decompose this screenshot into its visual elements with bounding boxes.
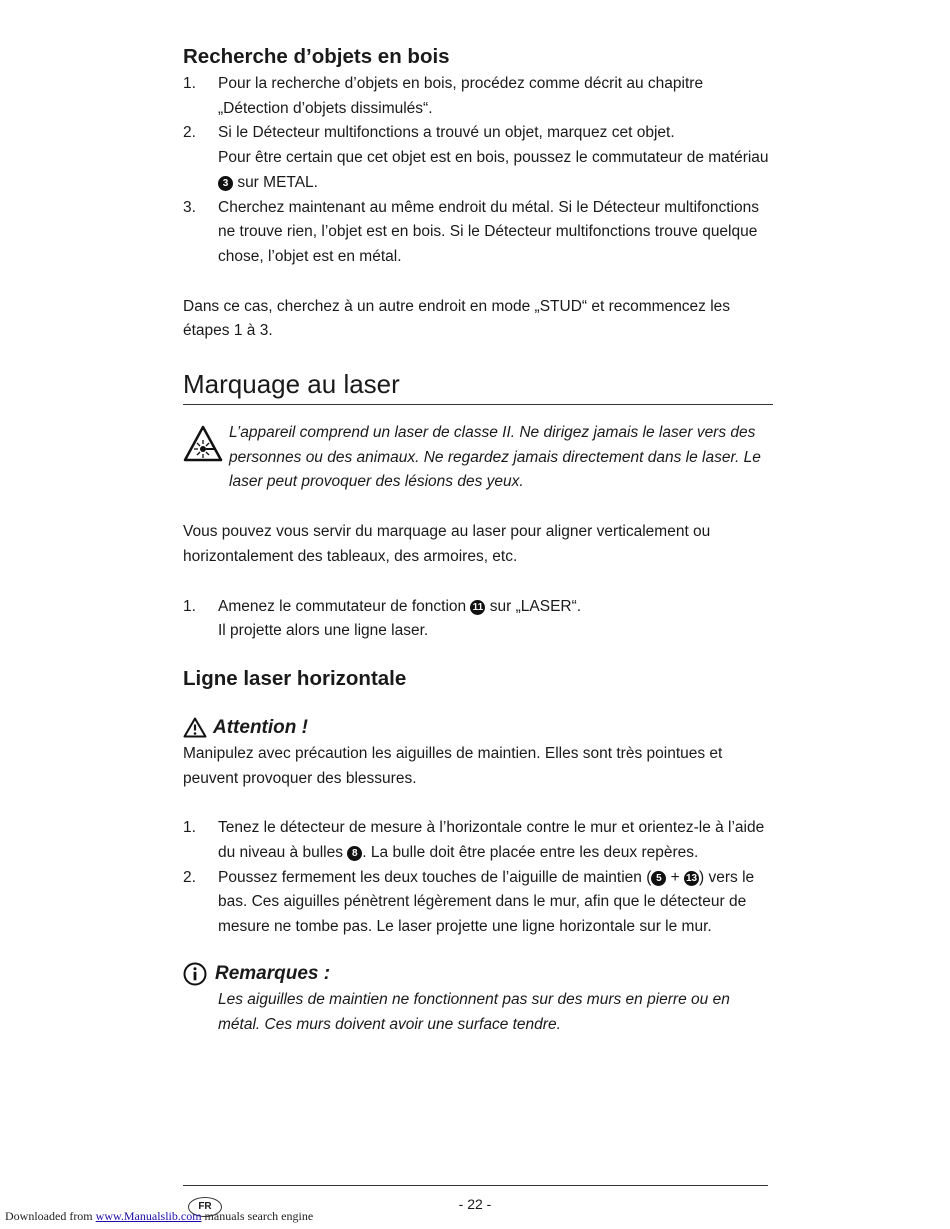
laser-steps — [183, 595, 773, 644]
page-content — [183, 42, 773, 1037]
step-number: 3. — [183, 198, 196, 216]
laser-warning — [183, 421, 773, 495]
step-text: . La bulle doit être placée entre les deux repères. — [362, 844, 699, 862]
list-item — [183, 196, 773, 270]
download-credit — [5, 1209, 313, 1224]
step-text: Cherchez maintenant au même endroit du métal. Si le Détecteur multifonctions ne trouve rien, l’objet est en bois. Si le Détecteur multifonctions trouve quelque chose, l’objet est en métal. — [218, 198, 760, 265]
step-text: sur METAL. — [237, 173, 318, 191]
step-text: ) vers le bas. Ces aiguilles pénètrent légèrement dans le mur, afin que le détecteur de mesure ne tombe pas. Le laser projette une ligne horizontale sur le mur. — [218, 868, 755, 936]
horizontal-steps — [183, 816, 773, 940]
wood-search-heading: Recherche d’objets en bois — [183, 45, 450, 68]
reference-number: 3 — [218, 176, 233, 191]
laser-warning-icon — [183, 425, 223, 463]
wood-search-steps — [183, 72, 773, 270]
reference-number: 8 — [347, 846, 362, 861]
step-text: Amenez le commutateur de fonction — [218, 597, 467, 615]
list-item — [183, 121, 773, 195]
step-text: Si le Détecteur multifonctions a trouvé un objet, marquez cet objet. — [218, 124, 675, 142]
step-number: 2. — [183, 868, 196, 886]
attention-icon — [183, 717, 207, 738]
step-text: Pour la recherche d’objets en bois, procédez comme décrit au chapitre „Détection d’objets dissimulés“. — [218, 75, 704, 117]
step-text: + — [666, 868, 685, 886]
step-number: 2. — [183, 124, 196, 142]
list-item — [183, 595, 773, 644]
list-item — [183, 816, 773, 865]
laser-heading: Marquage au laser — [183, 366, 773, 405]
list-item — [183, 72, 773, 121]
language-badge: FR — [188, 1197, 222, 1217]
info-icon — [183, 962, 207, 986]
remarks-title: Remarques : — [215, 962, 331, 984]
attention-text: Manipulez avec précaution les aiguilles de maintien. Elles sont très pointues et peuvent provoquer des blessures. — [183, 744, 723, 787]
horizontal-heading: Ligne laser horizontale — [183, 666, 407, 690]
page-number: - 22 - — [458, 1196, 492, 1212]
reference-number: 13 — [685, 872, 698, 884]
step-text: Il projette alors une ligne laser. — [218, 622, 429, 640]
reference-number: 11 — [470, 600, 485, 615]
step-text: Poussez fermement les deux touches de l’aiguille de maintien ( — [218, 868, 652, 886]
attention-title: Attention ! — [213, 716, 308, 738]
laser-warning-text: L’appareil comprend un laser de classe II. Ne dirigez jamais le laser vers des personnes ou des animaux. Ne regardez jamais directement dans le laser. Le laser peut provoquer des lésions des yeux. — [229, 424, 761, 491]
wood-note: Dans ce cas, cherchez à un autre endroit en mode „STUD“ et recommencez les étapes 1 à 3. — [183, 297, 731, 340]
download-suffix: manuals search engine — [201, 1209, 314, 1223]
reference-number: 5 — [651, 871, 666, 886]
download-prefix: Downloaded from — [5, 1209, 96, 1223]
footer-divider — [183, 1185, 768, 1186]
remarks-heading — [183, 960, 773, 988]
list-item — [183, 866, 773, 940]
laser-intro: Vous pouvez vous servir du marquage au laser pour aligner verticalement ou horizontalement des tableaux, des armoires, etc. — [183, 523, 711, 565]
step-text: Pour être certain que cet objet est en bois, poussez le commutateur de matériau — [218, 149, 769, 167]
step-number: 1. — [183, 819, 196, 837]
step-text: Tenez le détecteur de mesure à l’horizontale contre le mur et orientez-le à l’aide du niveau à bulles — [218, 819, 765, 862]
step-text: sur „LASER“. — [489, 597, 582, 615]
manualslib-link[interactable]: www.Manualslib.com — [95, 1209, 202, 1223]
remarks-text: Les aiguilles de maintien ne fonctionnent pas sur des murs en pierre ou en métal. Ces murs doivent avoir une surface tendre. — [218, 990, 730, 1033]
attention-heading — [183, 714, 773, 742]
step-number: 1. — [183, 75, 196, 92]
step-number: 1. — [183, 597, 196, 615]
